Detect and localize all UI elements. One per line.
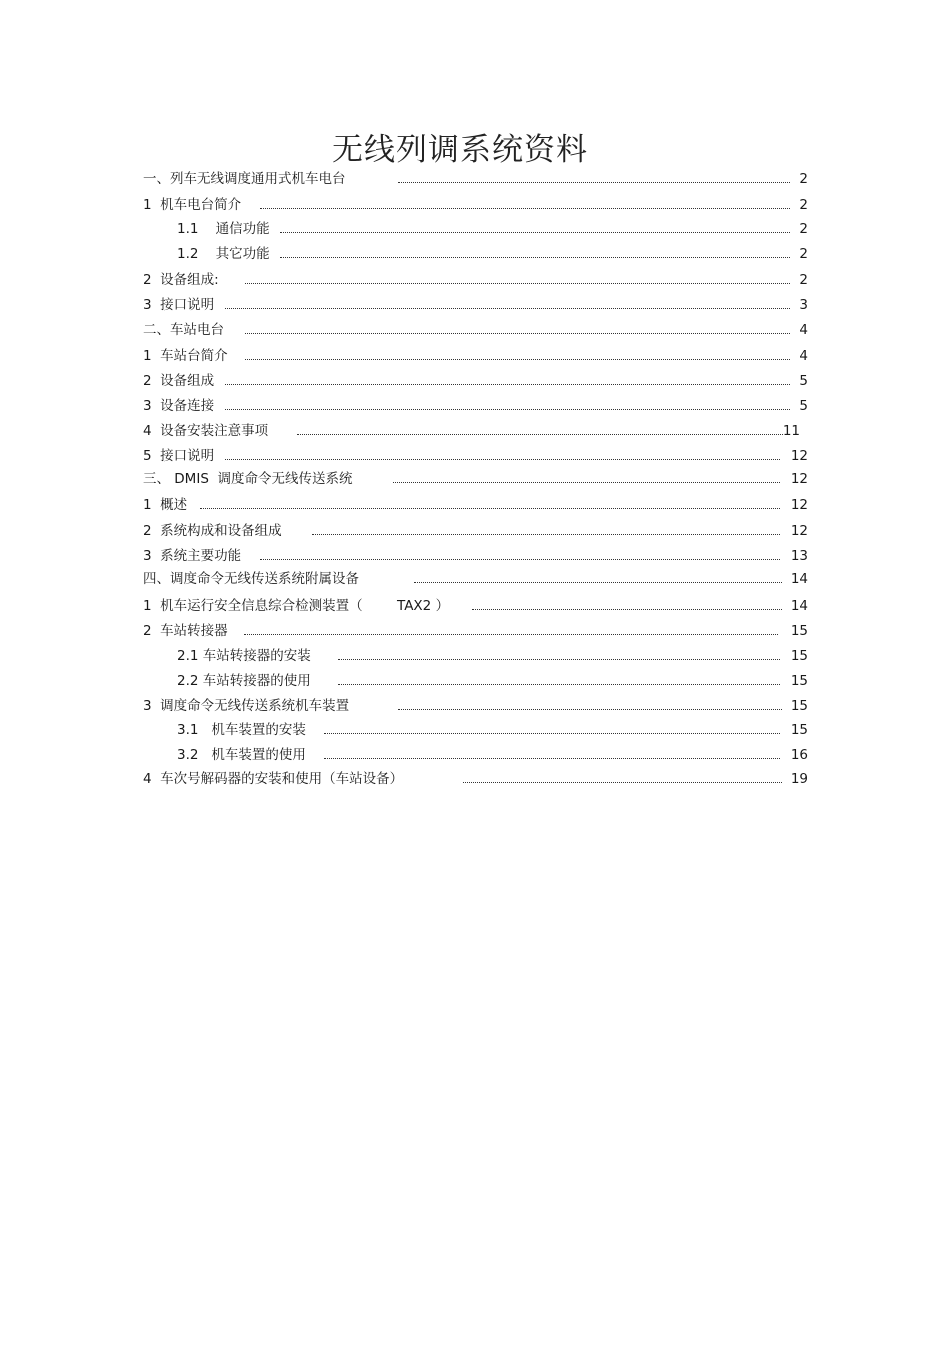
toc-entry-page-number: 4: [799, 322, 808, 338]
toc-dot-leader: [244, 634, 778, 635]
toc-entry-page-number: 12: [790, 523, 808, 539]
page-title: 无线列调系统资料: [332, 132, 588, 168]
toc-entry[interactable]: [143, 295, 808, 315]
toc-entry-page-number: 2: [799, 272, 808, 288]
toc-entry-page-number: 15: [790, 673, 808, 689]
toc-entry[interactable]: [143, 469, 808, 489]
toc-entry-page-number: 16: [790, 747, 808, 763]
toc-entry-page-number: 12: [790, 448, 808, 464]
toc-entry-page-number: 13: [790, 548, 808, 564]
toc-entry-page-number: 5: [799, 373, 808, 389]
toc-entry-page-number: 4: [799, 348, 808, 364]
toc-entry-page-number: 11: [782, 423, 800, 439]
toc-entry-page-number: 3: [799, 297, 808, 313]
toc-dot-leader: [260, 559, 780, 560]
toc-entry-label: 5 接口说明: [143, 448, 215, 464]
toc-entry[interactable]: [143, 769, 808, 789]
toc-dot-leader: [280, 232, 790, 233]
toc-dot-leader: [414, 582, 782, 583]
toc-entry-label: 2.2 车站转接器的使用: [177, 673, 311, 689]
toc-entry-label: 一、列车无线调度通用式机车电台: [143, 171, 346, 187]
toc-entry[interactable]: [143, 495, 808, 515]
toc-dot-leader: [225, 308, 790, 309]
toc-entry-page-number: 14: [790, 598, 808, 614]
toc-entry[interactable]: [143, 421, 800, 441]
toc-dot-leader: [324, 733, 780, 734]
toc-entry-page-number: 15: [790, 623, 808, 639]
toc-dot-leader: [463, 782, 782, 783]
toc-entry-label: 四、调度命令无线传送系统附属设备: [143, 571, 359, 587]
toc-entry-label: 2 系统构成和设备组成: [143, 523, 282, 539]
toc-entry-label: 3 系统主要功能: [143, 548, 242, 564]
toc-entry-page-number: 14: [790, 571, 808, 587]
toc-entry-label: 1 车站台简介: [143, 348, 228, 364]
toc-dot-leader: [225, 459, 780, 460]
toc-entry[interactable]: [143, 546, 808, 566]
toc-entry[interactable]: [143, 320, 808, 340]
toc-dot-leader: [260, 208, 790, 209]
toc-entry[interactable]: [143, 696, 808, 716]
toc-dot-leader: [245, 359, 790, 360]
toc-entry-label: 3 接口说明: [143, 297, 215, 313]
toc-entry[interactable]: [177, 219, 808, 239]
toc-entry-label: 2 设备组成:: [143, 272, 219, 288]
toc-entry-label: 1.1 通信功能: [177, 221, 270, 237]
toc-dot-leader: [398, 709, 782, 710]
toc-entry[interactable]: [143, 621, 808, 641]
toc-entry[interactable]: [143, 371, 808, 391]
toc-dot-leader: [297, 434, 783, 435]
toc-entry-page-number: 2: [799, 197, 808, 213]
toc-entry-page-number: 15: [790, 648, 808, 664]
toc-entry-label: 1 机车电台简介: [143, 197, 242, 213]
toc-entry-label: 2.1 车站转接器的安装: [177, 648, 311, 664]
toc-entry[interactable]: [177, 244, 808, 264]
toc-entry-page-number: 2: [799, 246, 808, 262]
toc-entry-label: 2 车站转接器: [143, 623, 228, 639]
toc-entry-page-number: 2: [799, 221, 808, 237]
toc-dot-leader: [245, 333, 790, 334]
toc-dot-leader: [200, 508, 780, 509]
toc-entry[interactable]: [177, 671, 808, 691]
toc-dot-leader: [338, 684, 780, 685]
toc-entry-label: 4 设备安装注意事项: [143, 423, 269, 439]
toc-entry-label: 二、车站电台: [143, 322, 224, 338]
toc-entry[interactable]: [143, 521, 808, 541]
toc-dot-leader: [225, 384, 790, 385]
toc-dot-leader: [324, 758, 780, 759]
toc-entry[interactable]: [143, 270, 808, 290]
toc-entry[interactable]: [143, 596, 808, 616]
toc-dot-leader: [472, 609, 782, 610]
toc-entry-label: 4 车次号解码器的安装和使用（车站设备）: [143, 771, 404, 787]
toc-entry-label: 3 调度命令无线传送系统机车装置: [143, 698, 350, 714]
toc-dot-leader: [393, 482, 780, 483]
toc-entry-page-number: 19: [790, 771, 808, 787]
toc-dot-leader: [312, 534, 780, 535]
toc-dot-leader: [398, 182, 790, 183]
toc-entry[interactable]: [143, 169, 808, 189]
toc-entry[interactable]: [177, 720, 808, 740]
toc-entry-page-number: 12: [790, 471, 808, 487]
toc-dot-leader: [245, 283, 790, 284]
toc-dot-leader: [280, 257, 790, 258]
toc-entry-page-number: 12: [790, 497, 808, 513]
toc-entry-label: 三、 DMIS 调度命令无线传送系统: [143, 471, 353, 487]
toc-entry-page-number: 5: [799, 398, 808, 414]
toc-entry-label: 3.2 机车装置的使用: [177, 747, 306, 763]
toc-entry-label: 3 设备连接: [143, 398, 215, 414]
toc-entry[interactable]: [143, 346, 808, 366]
toc-entry[interactable]: [143, 446, 808, 466]
toc-entry[interactable]: [143, 569, 808, 589]
toc-entry[interactable]: [143, 396, 808, 416]
toc-entry-page-number: 15: [790, 698, 808, 714]
toc-entry[interactable]: [143, 195, 808, 215]
toc-entry-label: 1 机车运行安全信息综合检测装置（ TAX2 ）: [143, 598, 450, 614]
toc-entry-page-number: 15: [790, 722, 808, 738]
toc-entry-label: 1 概述: [143, 497, 188, 513]
toc-entry-page-number: 2: [799, 171, 808, 187]
toc-entry-label: 2 设备组成: [143, 373, 215, 389]
toc-entry-label: 3.1 机车装置的安装: [177, 722, 306, 738]
toc-entry-label: 1.2 其它功能: [177, 246, 270, 262]
toc-entry[interactable]: [177, 745, 808, 765]
toc-entry[interactable]: [177, 646, 808, 666]
toc-dot-leader: [225, 409, 790, 410]
toc-dot-leader: [338, 659, 780, 660]
